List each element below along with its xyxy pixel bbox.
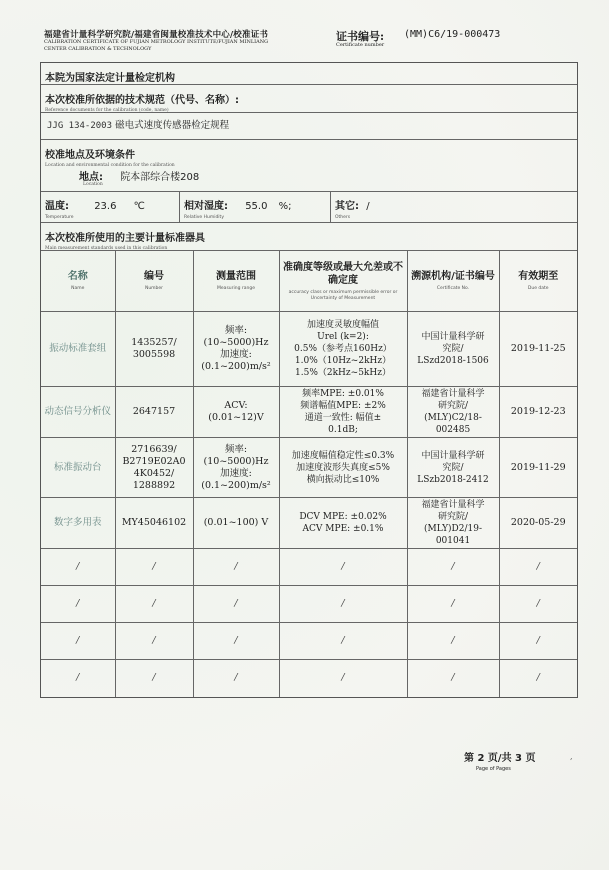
standard-accuracy bbox=[279, 438, 407, 498]
standard-number-line: MY45046102 bbox=[121, 517, 187, 528]
humidity-label-en: Relative Humidity bbox=[184, 215, 224, 220]
standard-cert bbox=[407, 438, 499, 498]
standard-accuracy-line: 1.5%（2kHz~5kHz） bbox=[295, 368, 391, 378]
page-number-en: Page of Pages bbox=[476, 766, 511, 772]
location-title-en: Location and environmental condition for the calibration bbox=[45, 163, 175, 168]
reference-code: JJG 134-2003 bbox=[47, 121, 113, 131]
cert-number: (MM)C6/19-000473 bbox=[404, 29, 501, 40]
standard-accuracy-line: 加速度幅值稳定性≤0.3% bbox=[291, 450, 395, 461]
empty-row bbox=[41, 549, 577, 586]
standard-number bbox=[115, 312, 193, 387]
standard-accuracy-line: DCV MPE: ±0.02% bbox=[299, 512, 387, 522]
temperature-value: 23.6 bbox=[94, 201, 117, 212]
location-label-en: Location bbox=[83, 182, 103, 187]
other-label: 其它: bbox=[335, 201, 359, 212]
standard-accuracy-line: 0.5%（参考点160Hz） bbox=[294, 344, 392, 354]
standard-accuracy-line: 1.0%（10Hz~2kHz） bbox=[294, 356, 392, 366]
empty-cell: / bbox=[499, 660, 577, 697]
reference-label-row bbox=[41, 85, 577, 113]
temperature-label: 温度: bbox=[45, 201, 69, 212]
standard-accuracy-line: 加速度灵敏度幅值 bbox=[306, 320, 379, 330]
standard-number bbox=[115, 498, 193, 549]
standard-cert-line: 中国计量科学研 bbox=[421, 332, 485, 342]
standard-range-line: 频率: bbox=[224, 443, 248, 455]
standard-cert-line: LSzd2018-1506 bbox=[417, 356, 489, 366]
table-row bbox=[41, 387, 577, 438]
standards-table bbox=[41, 251, 577, 697]
standard-accuracy-line: 横向振动比≤10% bbox=[306, 474, 380, 485]
standard-number bbox=[115, 438, 193, 498]
table-header-row bbox=[41, 251, 577, 312]
standard-accuracy bbox=[279, 498, 407, 549]
standard-accuracy-line: 频谱幅值MPE: ±2% bbox=[300, 401, 386, 411]
empty-cell: / bbox=[279, 660, 407, 697]
empty-cell: / bbox=[41, 660, 115, 697]
standard-cert-line: 究院/ bbox=[442, 462, 464, 473]
standard-number-line: 1435257/ bbox=[131, 337, 177, 348]
standard-range-line: 加速度: bbox=[220, 349, 252, 360]
standard-cert-line: 福建省计量科学 bbox=[421, 389, 485, 399]
standard-name: 动态信号分析仪 bbox=[41, 387, 115, 438]
empty-cell: / bbox=[499, 549, 577, 586]
other-cell bbox=[331, 192, 577, 222]
col-header-name: 名称 Name bbox=[41, 251, 115, 312]
standard-cert bbox=[407, 387, 499, 438]
standard-range bbox=[193, 387, 279, 438]
standard-name: 数字多用表 bbox=[41, 498, 115, 549]
environment-row bbox=[41, 192, 577, 223]
humidity-label: 相对湿度: bbox=[184, 201, 228, 212]
standard-name: 标准振动台 bbox=[41, 438, 115, 498]
cert-number-label-en: Certificate number bbox=[336, 42, 385, 48]
temperature-cell bbox=[41, 192, 180, 222]
location-row bbox=[41, 140, 577, 192]
standard-range-line: (10~5000)Hz bbox=[203, 337, 269, 348]
standard-range bbox=[193, 498, 279, 549]
col-header-certificate: 溯源机构/证书编号 Certificate No. bbox=[407, 251, 499, 312]
standard-cert-line: LSzb2018-2412 bbox=[417, 474, 489, 485]
standard-number-line: 2716639/ bbox=[131, 443, 177, 455]
standard-cert-line: 中国计量科学研 bbox=[421, 450, 485, 461]
standard-number-line: 2647157 bbox=[132, 406, 176, 417]
legal-statement: 本院为国家法定计量检定机构 bbox=[45, 73, 175, 84]
cert-number-label: 证书编号: bbox=[336, 30, 385, 43]
standard-accuracy-line: Urel (k=2): bbox=[317, 332, 369, 342]
issuer-name-cn: 福建省计量科学研究院/福建省闽量校准技术中心/校准证书 bbox=[44, 30, 269, 40]
standard-number bbox=[115, 387, 193, 438]
reference-label: 本次校准所依据的技术规范（代号、名称）: bbox=[45, 95, 239, 106]
standard-due-date: 2020-05-29 bbox=[499, 498, 577, 549]
standard-range bbox=[193, 438, 279, 498]
standard-cert-line: 福建省计量科学 bbox=[421, 500, 485, 510]
standard-number-line: B2719E02A0 bbox=[122, 455, 186, 467]
standard-due-date: 2019-11-29 bbox=[499, 438, 577, 498]
empty-cell: / bbox=[407, 660, 499, 697]
standards-title: 本次校准所使用的主要计量标准器具 bbox=[45, 233, 205, 244]
empty-cell: / bbox=[407, 623, 499, 660]
standard-range-line: 频率: bbox=[224, 325, 248, 336]
standards-table-row bbox=[41, 251, 577, 697]
location-title: 校准地点及环境条件 bbox=[45, 150, 135, 161]
temperature-label-en: Temperature bbox=[45, 215, 74, 220]
location-label: 地点: bbox=[79, 172, 103, 183]
issuer-name-en: CALIBRATION CERTIFICATE OF FUJIAN METROLOGY INSTITUTE/FUJIAN MINLIANG CENTER CALIBRATION & TECHNOLOGY bbox=[44, 39, 269, 52]
col-header-number: 编号 Number bbox=[115, 251, 193, 312]
empty-cell: / bbox=[499, 623, 577, 660]
col-header-due-date: 有效期至 Due date bbox=[499, 251, 577, 312]
reference-name: 磁电式速度传感器检定规程 bbox=[115, 120, 230, 131]
table-row bbox=[41, 438, 577, 498]
table-row bbox=[41, 498, 577, 549]
standard-cert-line: 研究院/ bbox=[437, 512, 469, 522]
standard-range-line: 加速度: bbox=[220, 467, 252, 479]
calibration-info-frame bbox=[40, 62, 578, 698]
empty-cell: / bbox=[193, 623, 279, 660]
humidity-value: 55.0 bbox=[245, 201, 268, 212]
temperature-unit: ℃ bbox=[133, 201, 145, 212]
standard-accuracy-line: 加速度波形失真度≤5% bbox=[296, 462, 390, 473]
empty-cell: / bbox=[41, 549, 115, 586]
humidity-unit: %; bbox=[278, 201, 292, 212]
standard-number-line: 3005598 bbox=[132, 349, 176, 360]
standard-due-date: 2019-11-25 bbox=[499, 312, 577, 387]
empty-cell: / bbox=[499, 586, 577, 623]
empty-cell: / bbox=[279, 549, 407, 586]
standard-range-line: (10~5000)Hz bbox=[203, 455, 269, 467]
location-value: 院本部综合楼208 bbox=[120, 172, 200, 183]
col-header-accuracy: 准确度等级或最大允差或不确定度 accuracy class or maximum permissible error or Uncertainty of Measurement bbox=[279, 251, 407, 312]
standard-range-line: (0.01~12)V bbox=[208, 412, 264, 423]
standard-cert-line: 研究院/ bbox=[437, 401, 469, 411]
standard-cert-line: 001041 bbox=[435, 536, 471, 546]
margin-mark: , bbox=[570, 752, 573, 761]
standard-accuracy bbox=[279, 387, 407, 438]
location-line bbox=[79, 168, 199, 183]
standards-title-row bbox=[41, 223, 577, 251]
other-label-en: Others bbox=[335, 215, 351, 220]
table-row bbox=[41, 312, 577, 387]
standard-range-line: (0.1~200)m/s² bbox=[201, 479, 271, 491]
empty-cell: / bbox=[41, 586, 115, 623]
standard-range-line: (0.1~200)m/s² bbox=[201, 361, 271, 372]
standard-cert bbox=[407, 498, 499, 549]
legal-statement-row bbox=[41, 63, 577, 85]
standard-cert-line: (MLY)C2/18- bbox=[424, 413, 482, 423]
standard-cert-line: (MLY)D2/19- bbox=[423, 524, 483, 534]
standards-title-en: Main measurement standards used in this calibration bbox=[45, 246, 168, 251]
empty-cell: / bbox=[115, 660, 193, 697]
page-number: 第 2 页/共 3 页 bbox=[464, 753, 536, 764]
standard-cert-line: 究院/ bbox=[442, 344, 464, 354]
standard-number-line: 4K0452/ bbox=[133, 467, 175, 479]
reference-label-en: Reference documents for the calibration (code, name) bbox=[45, 108, 169, 113]
standard-name: 振动标准套组 bbox=[41, 312, 115, 387]
page-footer bbox=[464, 749, 536, 772]
col-header-range: 测量范围 Measuring range bbox=[193, 251, 279, 312]
reference-value-row bbox=[41, 113, 577, 140]
empty-cell: / bbox=[41, 623, 115, 660]
other-value: / bbox=[366, 201, 370, 212]
standard-number-line: 1288892 bbox=[132, 479, 176, 491]
standard-cert bbox=[407, 312, 499, 387]
empty-cell: / bbox=[279, 586, 407, 623]
empty-cell: / bbox=[279, 623, 407, 660]
standard-due-date: 2019-12-23 bbox=[499, 387, 577, 438]
empty-cell: / bbox=[407, 586, 499, 623]
empty-row bbox=[41, 623, 577, 660]
empty-cell: / bbox=[115, 623, 193, 660]
standard-accuracy-line: ACV MPE: ±0.1% bbox=[302, 524, 384, 534]
standard-range-line: (0.01~100) V bbox=[203, 517, 269, 528]
standard-accuracy bbox=[279, 312, 407, 387]
empty-cell: / bbox=[193, 660, 279, 697]
standard-accuracy-line: 频率MPE: ±0.01% bbox=[302, 389, 384, 399]
humidity-cell bbox=[180, 192, 331, 222]
empty-cell: / bbox=[193, 586, 279, 623]
empty-row bbox=[41, 660, 577, 697]
empty-cell: / bbox=[193, 549, 279, 586]
standard-accuracy-line: 通道一致性: 幅值± bbox=[304, 413, 382, 423]
empty-cell: / bbox=[115, 549, 193, 586]
empty-cell: / bbox=[407, 549, 499, 586]
empty-row bbox=[41, 586, 577, 623]
standard-range-line: ACV: bbox=[224, 400, 248, 411]
standard-range bbox=[193, 312, 279, 387]
standard-accuracy-line: 0.1dB; bbox=[328, 425, 358, 435]
empty-cell: / bbox=[115, 586, 193, 623]
standard-cert-line: 002485 bbox=[435, 425, 471, 435]
